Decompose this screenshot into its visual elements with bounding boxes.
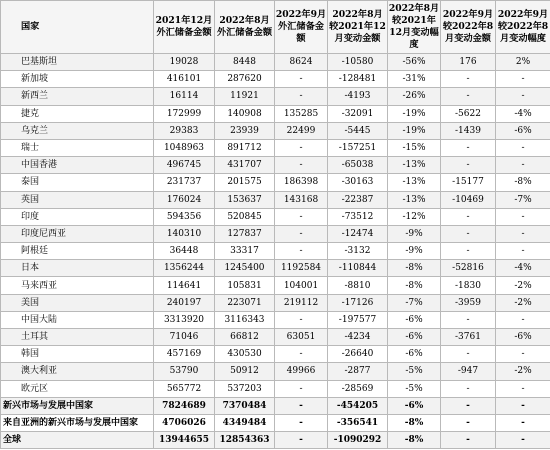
cell-country: 美国	[1, 294, 154, 311]
table-header-row	[1, 1, 550, 54]
cell-aug-vs-dec-pct: -6%	[388, 346, 441, 363]
cell-sep-vs-aug-amount: -	[441, 380, 496, 397]
table-row	[1, 225, 550, 242]
cell-country: 日本	[1, 260, 154, 277]
cell-sep-2022: -	[275, 243, 328, 260]
cell-country: 英国	[1, 191, 154, 208]
table-body	[1, 54, 550, 449]
cell-aug-vs-dec-amount: -128481	[328, 71, 388, 88]
cell-aug-2022: 3116343	[215, 311, 275, 328]
cell-aug-2022: 33317	[215, 243, 275, 260]
cell-sep-2022: -	[275, 414, 328, 431]
cell-sep-vs-aug-amount: -1830	[441, 277, 496, 294]
cell-aug-2022: 153637	[215, 191, 275, 208]
cell-country: 捷克	[1, 105, 154, 122]
cell-sep-2022: 8624	[275, 54, 328, 71]
cell-aug-vs-dec-amount: -2877	[328, 363, 388, 380]
cell-aug-vs-dec-pct: -5%	[388, 380, 441, 397]
cell-sep-2022: -	[275, 71, 328, 88]
cell-aug-vs-dec-pct: -8%	[388, 277, 441, 294]
cell-country: 巴基斯坦	[1, 54, 154, 71]
header-country: 国家	[1, 1, 154, 54]
cell-sep-2022: -	[275, 157, 328, 174]
header-dec-2021: 2021年12月外汇储备金额	[154, 1, 215, 54]
cell-sep-vs-aug-pct: -	[496, 380, 550, 397]
cell-aug-2022: 201575	[215, 174, 275, 191]
cell-sep-vs-aug-amount: -	[441, 414, 496, 431]
cell-aug-vs-dec-amount: -4234	[328, 329, 388, 346]
cell-aug-vs-dec-amount: -454205	[328, 397, 388, 414]
cell-aug-2022: 105831	[215, 277, 275, 294]
cell-sep-vs-aug-pct: -	[496, 71, 550, 88]
cell-country: 马来西亚	[1, 277, 154, 294]
cell-aug-vs-dec-amount: -28569	[328, 380, 388, 397]
cell-aug-vs-dec-pct: -6%	[388, 397, 441, 414]
cell-sep-2022: 186398	[275, 174, 328, 191]
cell-aug-vs-dec-amount: -3132	[328, 243, 388, 260]
table-row	[1, 363, 550, 380]
cell-sep-2022: 63051	[275, 329, 328, 346]
cell-sep-vs-aug-amount: -15177	[441, 174, 496, 191]
summary-row	[1, 414, 550, 431]
cell-aug-vs-dec-amount: -356541	[328, 414, 388, 431]
cell-aug-vs-dec-pct: -7%	[388, 294, 441, 311]
cell-sep-vs-aug-pct: -2%	[496, 294, 550, 311]
cell-sep-vs-aug-pct: -4%	[496, 260, 550, 277]
cell-country: 全球	[1, 432, 154, 449]
header-sep-2022: 2022年9月外汇储备金额	[275, 1, 328, 54]
cell-sep-vs-aug-amount: -	[441, 311, 496, 328]
cell-sep-vs-aug-amount: -10469	[441, 191, 496, 208]
cell-aug-vs-dec-amount: -22387	[328, 191, 388, 208]
cell-aug-vs-dec-pct: -56%	[388, 54, 441, 71]
cell-aug-2022: 223071	[215, 294, 275, 311]
cell-aug-vs-dec-pct: -31%	[388, 71, 441, 88]
cell-dec-2021: 71046	[154, 329, 215, 346]
cell-aug-vs-dec-pct: -8%	[388, 414, 441, 431]
cell-dec-2021: 594356	[154, 208, 215, 225]
cell-aug-2022: 537203	[215, 380, 275, 397]
cell-sep-vs-aug-amount: -	[441, 346, 496, 363]
cell-aug-vs-dec-amount: -17126	[328, 294, 388, 311]
cell-country: 乌克兰	[1, 122, 154, 139]
cell-country: 中国大陆	[1, 311, 154, 328]
cell-sep-2022: -	[275, 88, 328, 105]
cell-country: 欧元区	[1, 380, 154, 397]
cell-aug-vs-dec-amount: -157251	[328, 139, 388, 156]
cell-dec-2021: 496745	[154, 157, 215, 174]
table-row	[1, 346, 550, 363]
cell-sep-vs-aug-amount: -	[441, 243, 496, 260]
cell-aug-vs-dec-amount: -197577	[328, 311, 388, 328]
cell-aug-2022: 4349484	[215, 414, 275, 431]
cell-aug-2022: 127837	[215, 225, 275, 242]
cell-country: 泰国	[1, 174, 154, 191]
cell-sep-vs-aug-amount: -3959	[441, 294, 496, 311]
table-row	[1, 54, 550, 71]
cell-aug-2022: 66812	[215, 329, 275, 346]
cell-sep-vs-aug-pct: -	[496, 311, 550, 328]
table-row	[1, 191, 550, 208]
cell-sep-vs-aug-amount: -3761	[441, 329, 496, 346]
cell-aug-vs-dec-pct: -13%	[388, 157, 441, 174]
cell-aug-vs-dec-pct: -6%	[388, 329, 441, 346]
cell-sep-vs-aug-amount: -	[441, 432, 496, 449]
cell-aug-vs-dec-pct: -15%	[388, 139, 441, 156]
cell-sep-2022: -	[275, 311, 328, 328]
cell-sep-vs-aug-amount: -1439	[441, 122, 496, 139]
cell-sep-vs-aug-pct: -	[496, 432, 550, 449]
cell-sep-2022: -	[275, 225, 328, 242]
cell-sep-vs-aug-pct: -	[496, 139, 550, 156]
cell-sep-vs-aug-amount: -	[441, 157, 496, 174]
table-row	[1, 157, 550, 174]
cell-sep-vs-aug-amount: -	[441, 88, 496, 105]
cell-dec-2021: 1356244	[154, 260, 215, 277]
cell-aug-vs-dec-pct: -9%	[388, 243, 441, 260]
cell-sep-vs-aug-pct: 2%	[496, 54, 550, 71]
cell-dec-2021: 13944655	[154, 432, 215, 449]
header-aug-vs-dec-amount: 2022年8月较2021年12月变动金额	[328, 1, 388, 54]
cell-aug-vs-dec-pct: -12%	[388, 208, 441, 225]
cell-sep-2022: 49966	[275, 363, 328, 380]
cell-aug-2022: 140908	[215, 105, 275, 122]
cell-sep-2022: -	[275, 346, 328, 363]
cell-country: 新兴市场与发展中国家	[1, 397, 154, 414]
cell-dec-2021: 172999	[154, 105, 215, 122]
cell-aug-vs-dec-pct: -8%	[388, 432, 441, 449]
cell-country: 澳大利亚	[1, 363, 154, 380]
cell-aug-2022: 1245400	[215, 260, 275, 277]
cell-aug-2022: 287620	[215, 71, 275, 88]
cell-sep-2022: -	[275, 432, 328, 449]
cell-country: 土耳其	[1, 329, 154, 346]
cell-sep-2022: -	[275, 139, 328, 156]
cell-dec-2021: 29383	[154, 122, 215, 139]
cell-country: 瑞士	[1, 139, 154, 156]
cell-sep-vs-aug-pct: -	[496, 225, 550, 242]
cell-country: 新西兰	[1, 88, 154, 105]
table-row	[1, 139, 550, 156]
cell-sep-vs-aug-pct: -7%	[496, 191, 550, 208]
cell-dec-2021: 565772	[154, 380, 215, 397]
cell-dec-2021: 16114	[154, 88, 215, 105]
cell-dec-2021: 176024	[154, 191, 215, 208]
cell-sep-vs-aug-pct: -	[496, 414, 550, 431]
cell-aug-vs-dec-pct: -19%	[388, 122, 441, 139]
cell-aug-vs-dec-amount: -26640	[328, 346, 388, 363]
cell-sep-2022: 22499	[275, 122, 328, 139]
cell-sep-2022: 104001	[275, 277, 328, 294]
cell-aug-vs-dec-amount: -5445	[328, 122, 388, 139]
cell-aug-2022: 23939	[215, 122, 275, 139]
table-row	[1, 277, 550, 294]
cell-sep-vs-aug-amount: 176	[441, 54, 496, 71]
cell-aug-vs-dec-pct: -13%	[388, 191, 441, 208]
cell-sep-vs-aug-pct: -	[496, 88, 550, 105]
cell-dec-2021: 416101	[154, 71, 215, 88]
table-row	[1, 311, 550, 328]
cell-dec-2021: 240197	[154, 294, 215, 311]
table-row	[1, 105, 550, 122]
cell-sep-2022: 219112	[275, 294, 328, 311]
cell-aug-vs-dec-amount: -73512	[328, 208, 388, 225]
cell-dec-2021: 53790	[154, 363, 215, 380]
cell-country: 来自亚洲的新兴市场与发展中国家	[1, 414, 154, 431]
cell-aug-vs-dec-pct: -5%	[388, 363, 441, 380]
cell-aug-vs-dec-pct: -26%	[388, 88, 441, 105]
cell-sep-vs-aug-pct: -2%	[496, 363, 550, 380]
cell-aug-vs-dec-pct: -19%	[388, 105, 441, 122]
cell-aug-vs-dec-amount: -30163	[328, 174, 388, 191]
cell-aug-2022: 7370484	[215, 397, 275, 414]
cell-sep-vs-aug-pct: -6%	[496, 329, 550, 346]
cell-dec-2021: 140310	[154, 225, 215, 242]
cell-country: 中国香港	[1, 157, 154, 174]
cell-sep-2022: 143168	[275, 191, 328, 208]
cell-sep-2022: -	[275, 208, 328, 225]
cell-country: 韩国	[1, 346, 154, 363]
cell-sep-vs-aug-pct: -	[496, 397, 550, 414]
cell-aug-2022: 12854363	[215, 432, 275, 449]
cell-aug-vs-dec-pct: -8%	[388, 260, 441, 277]
cell-aug-2022: 11921	[215, 88, 275, 105]
cell-aug-vs-dec-pct: -13%	[388, 174, 441, 191]
cell-aug-vs-dec-amount: -110844	[328, 260, 388, 277]
cell-sep-vs-aug-pct: -6%	[496, 122, 550, 139]
cell-sep-vs-aug-pct: -4%	[496, 105, 550, 122]
table-row	[1, 294, 550, 311]
header-aug-vs-dec-pct: 2022年8月较2021年12月变动幅度	[388, 1, 441, 54]
cell-sep-2022: -	[275, 397, 328, 414]
cell-sep-2022: -	[275, 380, 328, 397]
cell-aug-vs-dec-amount: -10580	[328, 54, 388, 71]
cell-sep-vs-aug-pct: -	[496, 208, 550, 225]
cell-dec-2021: 7824689	[154, 397, 215, 414]
cell-aug-2022: 520845	[215, 208, 275, 225]
cell-dec-2021: 19028	[154, 54, 215, 71]
table-row	[1, 260, 550, 277]
cell-country: 印度	[1, 208, 154, 225]
cell-sep-2022: 1192584	[275, 260, 328, 277]
cell-aug-2022: 891712	[215, 139, 275, 156]
cell-sep-vs-aug-amount: -	[441, 139, 496, 156]
cell-aug-vs-dec-pct: -9%	[388, 225, 441, 242]
cell-sep-vs-aug-pct: -2%	[496, 277, 550, 294]
cell-aug-vs-dec-amount: -1090292	[328, 432, 388, 449]
cell-sep-vs-aug-amount: -	[441, 397, 496, 414]
cell-sep-vs-aug-pct: -8%	[496, 174, 550, 191]
cell-aug-vs-dec-amount: -12474	[328, 225, 388, 242]
table-row	[1, 174, 550, 191]
cell-dec-2021: 4706026	[154, 414, 215, 431]
cell-dec-2021: 231737	[154, 174, 215, 191]
cell-aug-2022: 50912	[215, 363, 275, 380]
table-row	[1, 243, 550, 260]
table-row	[1, 329, 550, 346]
cell-dec-2021: 1048963	[154, 139, 215, 156]
cell-sep-vs-aug-amount: -	[441, 71, 496, 88]
cell-sep-vs-aug-amount: -	[441, 225, 496, 242]
cell-sep-vs-aug-amount: -	[441, 208, 496, 225]
cell-country: 印度尼西亚	[1, 225, 154, 242]
cell-country: 阿根廷	[1, 243, 154, 260]
summary-row	[1, 397, 550, 414]
cell-aug-2022: 430530	[215, 346, 275, 363]
cell-aug-vs-dec-amount: -32091	[328, 105, 388, 122]
cell-aug-vs-dec-amount: -8810	[328, 277, 388, 294]
cell-sep-vs-aug-amount: -5622	[441, 105, 496, 122]
cell-aug-vs-dec-pct: -6%	[388, 311, 441, 328]
table-row	[1, 380, 550, 397]
cell-sep-2022: 135285	[275, 105, 328, 122]
cell-sep-vs-aug-pct: -	[496, 243, 550, 260]
cell-dec-2021: 457169	[154, 346, 215, 363]
table-row	[1, 71, 550, 88]
cell-sep-vs-aug-amount: -947	[441, 363, 496, 380]
header-sep-vs-aug-pct: 2022年9月较2022年8月变动幅度	[496, 1, 550, 54]
cell-aug-2022: 431707	[215, 157, 275, 174]
header-sep-vs-aug-amount: 2022年9月较2022年8月变动金额	[441, 1, 496, 54]
cell-dec-2021: 114641	[154, 277, 215, 294]
header-aug-2022: 2022年8月外汇储备金额	[215, 1, 275, 54]
cell-aug-2022: 8448	[215, 54, 275, 71]
table-row	[1, 88, 550, 105]
cell-dec-2021: 36448	[154, 243, 215, 260]
table-row	[1, 208, 550, 225]
cell-aug-vs-dec-amount: -4193	[328, 88, 388, 105]
cell-sep-vs-aug-pct: -	[496, 346, 550, 363]
cell-dec-2021: 3313920	[154, 311, 215, 328]
table-row	[1, 122, 550, 139]
cell-country: 新加坡	[1, 71, 154, 88]
summary-row	[1, 432, 550, 449]
cell-sep-vs-aug-pct: -	[496, 157, 550, 174]
cell-sep-vs-aug-amount: -52816	[441, 260, 496, 277]
cell-aug-vs-dec-amount: -65038	[328, 157, 388, 174]
